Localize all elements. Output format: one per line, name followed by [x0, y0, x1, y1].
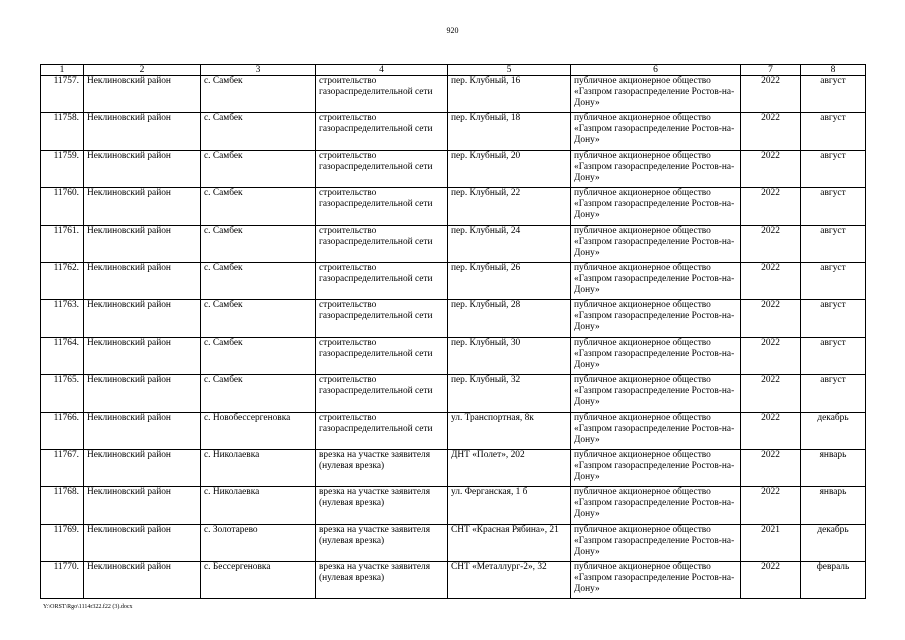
month-cell: август: [801, 262, 866, 299]
page-number: 920: [446, 26, 459, 35]
month-cell: декабрь: [801, 524, 866, 561]
table-row: [41, 562, 866, 599]
year-cell: 2022: [741, 262, 801, 299]
district-cell: Неклиновский район: [84, 76, 201, 113]
address-cell: пер. Клубный, 18: [448, 113, 571, 150]
settlement-cell: с. Самбек: [201, 375, 316, 412]
address-cell: пер. Клубный, 22: [448, 188, 571, 225]
address-cell: СНТ «Красная Рябина», 21: [448, 524, 571, 561]
month-cell: февраль: [801, 562, 866, 599]
work-type-cell: строительство газораспределительной сети: [316, 225, 448, 262]
district-cell: Неклиновский район: [84, 524, 201, 561]
table-row: [41, 375, 866, 412]
work-type-cell: строительство газораспределительной сети: [316, 113, 448, 150]
year-cell: 2022: [741, 188, 801, 225]
col-header-8: 8: [801, 65, 866, 76]
district-cell: Неклиновский район: [84, 262, 201, 299]
settlement-cell: с. Самбек: [201, 337, 316, 374]
row-number: 11758.: [41, 113, 84, 150]
organization-cell: публичное акционерное общество «Газпром газораспределение Ростов-на-Дону»: [571, 449, 741, 486]
address-cell: пер. Клубный, 28: [448, 300, 571, 337]
row-number: 11767.: [41, 449, 84, 486]
month-cell: август: [801, 225, 866, 262]
col-header-4: 4: [316, 65, 448, 76]
month-cell: август: [801, 76, 866, 113]
row-number: 11765.: [41, 375, 84, 412]
settlement-cell: с. Самбек: [201, 225, 316, 262]
address-cell: ул. Транспортная, 8к: [448, 412, 571, 449]
district-cell: Неклиновский район: [84, 188, 201, 225]
organization-cell: публичное акционерное общество «Газпром газораспределение Ростов-на-Дону»: [571, 337, 741, 374]
district-cell: Неклиновский район: [84, 449, 201, 486]
year-cell: 2022: [741, 337, 801, 374]
year-cell: 2022: [741, 562, 801, 599]
district-cell: Неклиновский район: [84, 225, 201, 262]
settlement-cell: с. Новобессергеновка: [201, 412, 316, 449]
settlement-cell: с. Самбек: [201, 150, 316, 187]
organization-cell: публичное акционерное общество «Газпром газораспределение Ростов-на-Дону»: [571, 76, 741, 113]
organization-cell: публичное акционерное общество «Газпром газораспределение Ростов-на-Дону»: [571, 487, 741, 524]
month-cell: январь: [801, 449, 866, 486]
month-cell: август: [801, 375, 866, 412]
organization-cell: публичное акционерное общество «Газпром газораспределение Ростов-на-Дону»: [571, 113, 741, 150]
address-cell: пер. Клубный, 30: [448, 337, 571, 374]
month-cell: август: [801, 113, 866, 150]
row-number: 11760.: [41, 188, 84, 225]
table-row: [41, 225, 866, 262]
table-row: [41, 449, 866, 486]
row-number: 11770.: [41, 562, 84, 599]
district-cell: Неклиновский район: [84, 150, 201, 187]
year-cell: 2022: [741, 150, 801, 187]
row-number: 11759.: [41, 150, 84, 187]
year-cell: 2022: [741, 449, 801, 486]
row-number: 11757.: [41, 76, 84, 113]
col-header-2: 2: [84, 65, 201, 76]
settlement-cell: с. Самбек: [201, 300, 316, 337]
organization-cell: публичное акционерное общество «Газпром газораспределение Ростов-на-Дону»: [571, 375, 741, 412]
month-cell: август: [801, 150, 866, 187]
organization-cell: публичное акционерное общество «Газпром газораспределение Ростов-на-Дону»: [571, 412, 741, 449]
month-cell: декабрь: [801, 412, 866, 449]
year-cell: 2022: [741, 375, 801, 412]
organization-cell: публичное акционерное общество «Газпром газораспределение Ростов-на-Дону»: [571, 300, 741, 337]
address-cell: пер. Клубный, 26: [448, 262, 571, 299]
organization-cell: публичное акционерное общество «Газпром газораспределение Ростов-на-Дону»: [571, 225, 741, 262]
organization-cell: публичное акционерное общество «Газпром газораспределение Ростов-на-Дону»: [571, 524, 741, 561]
table-row: [41, 487, 866, 524]
settlement-cell: с. Самбек: [201, 76, 316, 113]
organization-cell: публичное акционерное общество «Газпром газораспределение Ростов-на-Дону»: [571, 562, 741, 599]
settlement-cell: с. Золотарево: [201, 524, 316, 561]
address-cell: пер. Клубный, 16: [448, 76, 571, 113]
month-cell: январь: [801, 487, 866, 524]
address-cell: СНТ «Металлург-2», 32: [448, 562, 571, 599]
work-type-cell: врезка на участке заявителя (нулевая врезка): [316, 524, 448, 561]
table-row: [41, 524, 866, 561]
table-row: [41, 188, 866, 225]
year-cell: 2022: [741, 300, 801, 337]
year-cell: 2022: [741, 113, 801, 150]
header-row: [41, 65, 866, 76]
work-type-cell: строительство газораспределительной сети: [316, 337, 448, 374]
work-type-cell: врезка на участке заявителя (нулевая врезка): [316, 487, 448, 524]
month-cell: август: [801, 188, 866, 225]
table-row: [41, 300, 866, 337]
year-cell: 2022: [741, 225, 801, 262]
work-type-cell: строительство газораспределительной сети: [316, 300, 448, 337]
district-cell: Неклиновский район: [84, 337, 201, 374]
col-header-3: 3: [201, 65, 316, 76]
work-type-cell: строительство газораспределительной сети: [316, 76, 448, 113]
col-header-7: 7: [741, 65, 801, 76]
col-header-6: 6: [571, 65, 741, 76]
organization-cell: публичное акционерное общество «Газпром газораспределение Ростов-на-Дону»: [571, 188, 741, 225]
district-cell: Неклиновский район: [84, 375, 201, 412]
address-cell: пер. Клубный, 20: [448, 150, 571, 187]
organization-cell: публичное акционерное общество «Газпром газораспределение Ростов-на-Дону»: [571, 150, 741, 187]
address-cell: пер. Клубный, 32: [448, 375, 571, 412]
year-cell: 2022: [741, 487, 801, 524]
gas-works-table: [40, 64, 866, 599]
work-type-cell: строительство газораспределительной сети: [316, 188, 448, 225]
row-number: 11764.: [41, 337, 84, 374]
settlement-cell: с. Николаевка: [201, 487, 316, 524]
address-cell: ул. Ферганская, 1 б: [448, 487, 571, 524]
year-cell: 2022: [741, 412, 801, 449]
address-cell: ДНТ «Полет», 202: [448, 449, 571, 486]
table-row: [41, 337, 866, 374]
row-number: 11763.: [41, 300, 84, 337]
district-cell: Неклиновский район: [84, 562, 201, 599]
row-number: 11768.: [41, 487, 84, 524]
row-number: 11762.: [41, 262, 84, 299]
address-cell: пер. Клубный, 24: [448, 225, 571, 262]
settlement-cell: с. Самбек: [201, 262, 316, 299]
table-row: [41, 76, 866, 113]
district-cell: Неклиновский район: [84, 113, 201, 150]
organization-cell: публичное акционерное общество «Газпром газораспределение Ростов-на-Дону»: [571, 262, 741, 299]
month-cell: август: [801, 337, 866, 374]
settlement-cell: с. Николаевка: [201, 449, 316, 486]
settlement-cell: с. Самбек: [201, 113, 316, 150]
district-cell: Неклиновский район: [84, 487, 201, 524]
settlement-cell: с. Бессергеновка: [201, 562, 316, 599]
settlement-cell: с. Самбек: [201, 188, 316, 225]
year-cell: 2022: [741, 76, 801, 113]
row-number: 11766.: [41, 412, 84, 449]
col-header-1: 1: [41, 65, 84, 76]
month-cell: август: [801, 300, 866, 337]
col-header-5: 5: [448, 65, 571, 76]
work-type-cell: строительство газораспределительной сети: [316, 375, 448, 412]
table-row: [41, 113, 866, 150]
work-type-cell: врезка на участке заявителя (нулевая врезка): [316, 449, 448, 486]
work-type-cell: врезка на участке заявителя (нулевая врезка): [316, 562, 448, 599]
table-row: [41, 150, 866, 187]
district-cell: Неклиновский район: [84, 300, 201, 337]
row-number: 11769.: [41, 524, 84, 561]
year-cell: 2021: [741, 524, 801, 561]
work-type-cell: строительство газораспределительной сети: [316, 150, 448, 187]
file-path-footer: Y:\ORST\Rgo\1114r322.f22 (3).docx: [43, 604, 133, 610]
table-row: [41, 262, 866, 299]
work-type-cell: строительство газораспределительной сети: [316, 262, 448, 299]
row-number: 11761.: [41, 225, 84, 262]
district-cell: Неклиновский район: [84, 412, 201, 449]
table-body: [41, 76, 866, 599]
work-type-cell: строительство газораспределительной сети: [316, 412, 448, 449]
table-row: [41, 412, 866, 449]
